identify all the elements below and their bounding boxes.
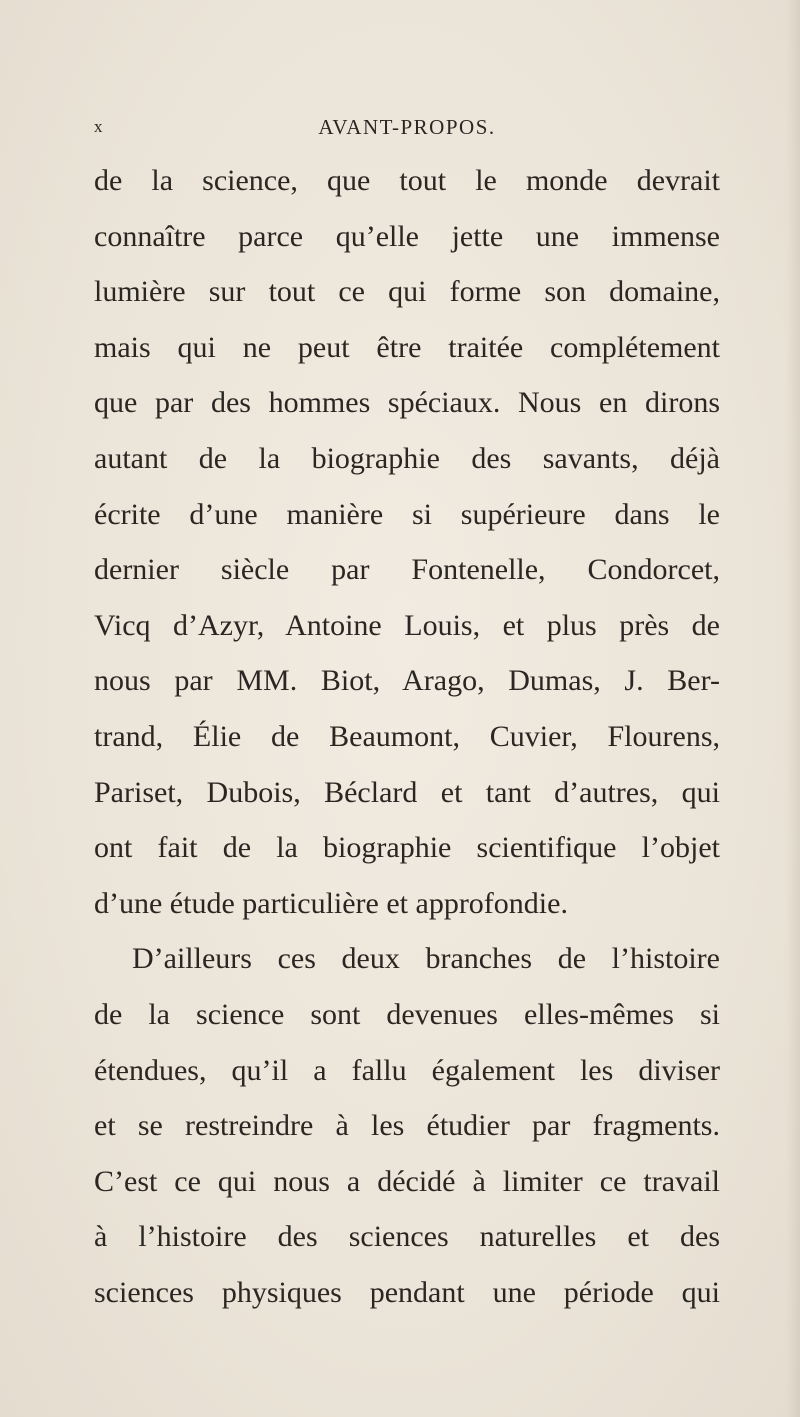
text-line: écrite d’une manière si supérieure dans le [94,497,720,531]
text-line: autant de la biographie des savants, déjà [94,441,720,475]
text-line: dernier siècle par Fontenelle, Condorcet, [94,553,720,587]
running-head-title: AVANT-PROPOS. [318,115,496,139]
running-head [94,112,720,142]
text-line: Vicq d’Azyr, Antoine Louis, et plus près de [94,608,720,642]
paragraph-first-line: D’ailleurs ces deux branches de l’histoire [132,942,720,976]
text-line: ont fait de la biographie scientifique l’objet [94,831,720,865]
text-line: Pariset, Dubois, Béclard et tant d’autres, qui [94,775,720,809]
text-line: de la science, que tout le monde devrait [94,164,720,197]
text-line: nous par MM. Biot, Arago, Dumas, J. Ber- [94,664,720,698]
text-line: mais qui ne peut être traitée complétement [94,330,720,364]
page-edge-shadow [786,0,800,1417]
page-number: x [94,117,104,136]
text-line: lumière sur tout ce qui forme son domaine, [94,275,720,309]
body-text [94,158,720,1325]
text-line: à l’histoire des sciences naturelles et des [94,1220,720,1254]
text-line: que par des hommes spéciaux. Nous en dirons [94,386,720,420]
text-line: de la science sont devenues elles-mêmes si [94,997,720,1031]
text-line: C’est ce qui nous a décidé à limiter ce travail [94,1164,720,1198]
text-line: sciences physiques pendant une période qui [94,1275,720,1309]
text-line: et se restreindre à les étudier par fragments. [94,1109,720,1143]
text-line: connaître parce qu’elle jette une immense [94,219,720,253]
text-line: étendues, qu’il a fallu également les diviser [94,1053,720,1087]
text-line: trand, Élie de Beaumont, Cuvier, Flourens, [94,719,720,753]
text-line: d’une étude particulière et approfondie. [94,886,568,920]
